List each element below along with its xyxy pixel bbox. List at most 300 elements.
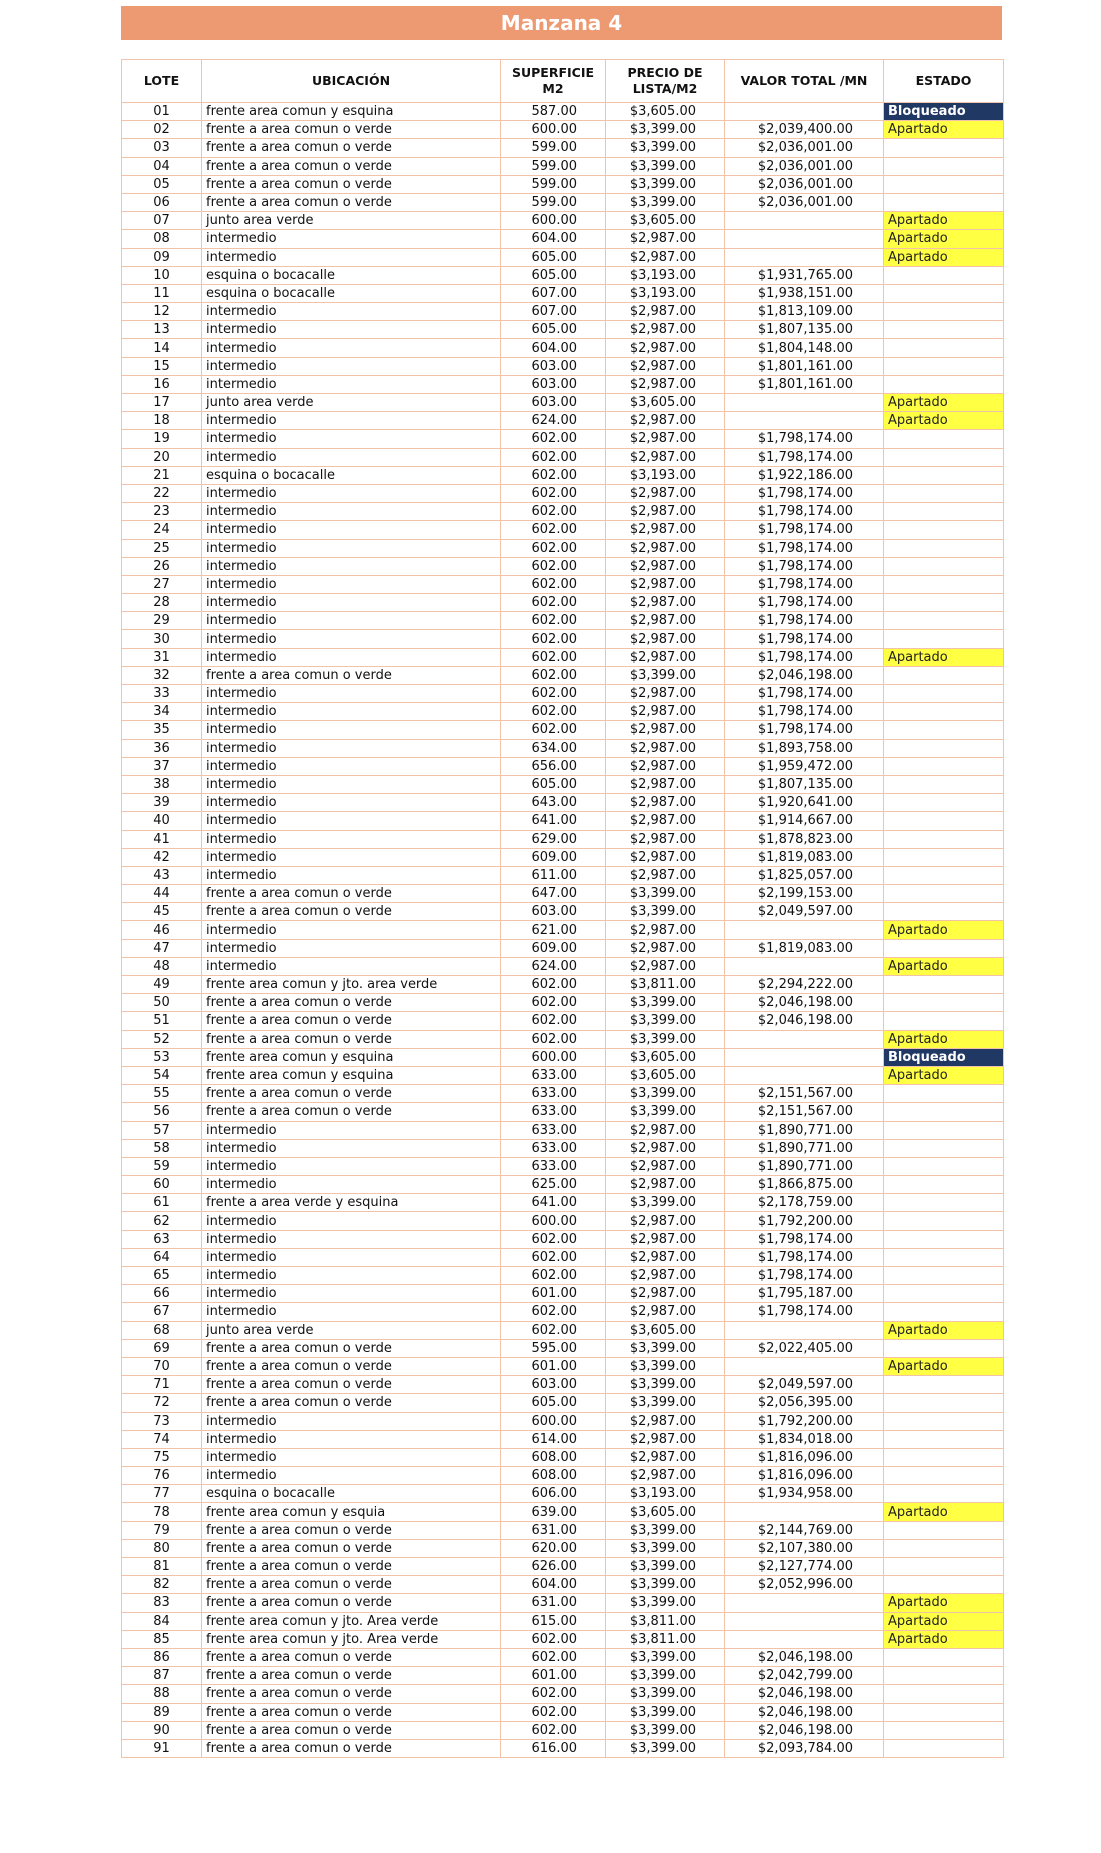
cell-superficie[interactable]: 602.00	[501, 430, 606, 448]
cell-estado[interactable]	[884, 1539, 1004, 1557]
cell-estado[interactable]	[884, 812, 1004, 830]
cell-estado[interactable]	[884, 375, 1004, 393]
cell-lote[interactable]: 59	[122, 1157, 202, 1175]
cell-valor-total[interactable]: $1,931,765.00	[725, 266, 884, 284]
cell-ubicacion[interactable]: intermedio	[202, 339, 501, 357]
cell-ubicacion[interactable]: intermedio	[202, 430, 501, 448]
cell-estado[interactable]: Apartado	[884, 648, 1004, 666]
cell-estado[interactable]	[884, 1648, 1004, 1666]
cell-valor-total[interactable]: $1,834,018.00	[725, 1430, 884, 1448]
cell-estado[interactable]: Apartado	[884, 248, 1004, 266]
cell-lote[interactable]: 41	[122, 830, 202, 848]
cell-lote[interactable]: 30	[122, 630, 202, 648]
cell-superficie[interactable]: 603.00	[501, 394, 606, 412]
cell-estado[interactable]	[884, 1176, 1004, 1194]
cell-lote[interactable]: 06	[122, 193, 202, 211]
cell-ubicacion[interactable]: intermedio	[202, 484, 501, 502]
cell-ubicacion[interactable]: intermedio	[202, 812, 501, 830]
cell-valor-total[interactable]	[725, 412, 884, 430]
cell-estado[interactable]	[884, 612, 1004, 630]
cell-ubicacion[interactable]: frente a area comun o verde	[202, 666, 501, 684]
cell-precio[interactable]: $3,399.00	[606, 157, 725, 175]
cell-precio[interactable]: $2,987.00	[606, 430, 725, 448]
cell-precio[interactable]: $2,987.00	[606, 921, 725, 939]
cell-estado[interactable]	[884, 1485, 1004, 1503]
cell-lote[interactable]: 37	[122, 757, 202, 775]
cell-ubicacion[interactable]: frente a area comun o verde	[202, 1539, 501, 1557]
cell-ubicacion[interactable]: intermedio	[202, 1121, 501, 1139]
cell-superficie[interactable]: 631.00	[501, 1594, 606, 1612]
cell-ubicacion[interactable]: esquina o bocacalle	[202, 1485, 501, 1503]
cell-estado[interactable]: Apartado	[884, 1357, 1004, 1375]
cell-precio[interactable]: $2,987.00	[606, 739, 725, 757]
cell-lote[interactable]: 40	[122, 812, 202, 830]
cell-superficie[interactable]: 602.00	[501, 557, 606, 575]
cell-superficie[interactable]: 602.00	[501, 539, 606, 557]
cell-superficie[interactable]: 603.00	[501, 357, 606, 375]
cell-superficie[interactable]: 629.00	[501, 830, 606, 848]
cell-precio[interactable]: $3,399.00	[606, 903, 725, 921]
cell-valor-total[interactable]: $1,792,200.00	[725, 1412, 884, 1430]
cell-precio[interactable]: $3,605.00	[606, 1503, 725, 1521]
cell-valor-total[interactable]: $2,294,222.00	[725, 976, 884, 994]
cell-precio[interactable]: $2,987.00	[606, 957, 725, 975]
cell-lote[interactable]: 52	[122, 1030, 202, 1048]
cell-ubicacion[interactable]: intermedio	[202, 575, 501, 593]
cell-valor-total[interactable]	[725, 103, 884, 121]
cell-estado[interactable]	[884, 1703, 1004, 1721]
cell-superficie[interactable]: 599.00	[501, 139, 606, 157]
cell-valor-total[interactable]: $1,798,174.00	[725, 430, 884, 448]
cell-superficie[interactable]: 600.00	[501, 1412, 606, 1430]
cell-precio[interactable]: $3,399.00	[606, 1721, 725, 1739]
cell-lote[interactable]: 05	[122, 175, 202, 193]
cell-ubicacion[interactable]: frente area comun y jto. Area verde	[202, 1630, 501, 1648]
cell-lote[interactable]: 24	[122, 521, 202, 539]
cell-lote[interactable]: 76	[122, 1467, 202, 1485]
cell-superficie[interactable]: 633.00	[501, 1085, 606, 1103]
cell-estado[interactable]	[884, 1685, 1004, 1703]
cell-ubicacion[interactable]: frente a area comun o verde	[202, 1721, 501, 1739]
cell-valor-total[interactable]: $1,798,174.00	[725, 612, 884, 630]
cell-precio[interactable]: $3,399.00	[606, 1667, 725, 1685]
cell-ubicacion[interactable]: intermedio	[202, 539, 501, 557]
cell-superficie[interactable]: 620.00	[501, 1539, 606, 1557]
cell-precio[interactable]: $3,605.00	[606, 1048, 725, 1066]
cell-valor-total[interactable]	[725, 1030, 884, 1048]
cell-ubicacion[interactable]: intermedio	[202, 248, 501, 266]
cell-estado[interactable]	[884, 175, 1004, 193]
cell-ubicacion[interactable]: frente a area comun o verde	[202, 1594, 501, 1612]
cell-ubicacion[interactable]: intermedio	[202, 412, 501, 430]
cell-estado[interactable]	[884, 630, 1004, 648]
cell-estado[interactable]	[884, 1248, 1004, 1266]
cell-valor-total[interactable]: $1,816,096.00	[725, 1467, 884, 1485]
cell-precio[interactable]: $3,399.00	[606, 1648, 725, 1666]
cell-valor-total[interactable]: $2,151,567.00	[725, 1103, 884, 1121]
cell-valor-total[interactable]: $2,022,405.00	[725, 1339, 884, 1357]
cell-lote[interactable]: 42	[122, 848, 202, 866]
cell-precio[interactable]: $2,987.00	[606, 503, 725, 521]
cell-lote[interactable]: 55	[122, 1085, 202, 1103]
cell-estado[interactable]	[884, 539, 1004, 557]
cell-estado[interactable]	[884, 685, 1004, 703]
cell-ubicacion[interactable]: intermedio	[202, 557, 501, 575]
cell-superficie[interactable]: 599.00	[501, 157, 606, 175]
cell-ubicacion[interactable]: frente a area comun o verde	[202, 1521, 501, 1539]
cell-lote[interactable]: 20	[122, 448, 202, 466]
cell-precio[interactable]: $2,987.00	[606, 1285, 725, 1303]
cell-valor-total[interactable]	[725, 394, 884, 412]
cell-superficie[interactable]: 643.00	[501, 794, 606, 812]
cell-precio[interactable]: $3,399.00	[606, 1357, 725, 1375]
cell-estado[interactable]: Apartado	[884, 1630, 1004, 1648]
cell-precio[interactable]: $2,987.00	[606, 757, 725, 775]
cell-precio[interactable]: $3,399.00	[606, 1030, 725, 1048]
cell-precio[interactable]: $3,811.00	[606, 1612, 725, 1630]
cell-precio[interactable]: $2,987.00	[606, 321, 725, 339]
cell-ubicacion[interactable]: intermedio	[202, 939, 501, 957]
cell-precio[interactable]: $3,193.00	[606, 1485, 725, 1503]
cell-estado[interactable]: Apartado	[884, 921, 1004, 939]
cell-ubicacion[interactable]: frente a area comun o verde	[202, 1085, 501, 1103]
cell-estado[interactable]	[884, 903, 1004, 921]
cell-lote[interactable]: 19	[122, 430, 202, 448]
cell-valor-total[interactable]: $2,046,198.00	[725, 666, 884, 684]
cell-superficie[interactable]: 602.00	[501, 1230, 606, 1248]
cell-valor-total[interactable]: $1,798,174.00	[725, 685, 884, 703]
cell-estado[interactable]	[884, 1448, 1004, 1466]
cell-ubicacion[interactable]: intermedio	[202, 1303, 501, 1321]
cell-valor-total[interactable]: $2,046,198.00	[725, 1012, 884, 1030]
cell-ubicacion[interactable]: intermedio	[202, 1176, 501, 1194]
cell-valor-total[interactable]: $2,036,001.00	[725, 175, 884, 193]
cell-estado[interactable]	[884, 1394, 1004, 1412]
cell-estado[interactable]: Apartado	[884, 1030, 1004, 1048]
cell-superficie[interactable]: 602.00	[501, 1012, 606, 1030]
cell-estado[interactable]	[884, 430, 1004, 448]
cell-ubicacion[interactable]: esquina o bocacalle	[202, 284, 501, 302]
cell-valor-total[interactable]: $1,798,174.00	[725, 721, 884, 739]
cell-lote[interactable]: 69	[122, 1339, 202, 1357]
cell-lote[interactable]: 74	[122, 1430, 202, 1448]
cell-estado[interactable]: Apartado	[884, 121, 1004, 139]
cell-superficie[interactable]: 624.00	[501, 412, 606, 430]
cell-ubicacion[interactable]: intermedio	[202, 1412, 501, 1430]
cell-ubicacion[interactable]: intermedio	[202, 630, 501, 648]
cell-precio[interactable]: $2,987.00	[606, 594, 725, 612]
cell-superficie[interactable]: 614.00	[501, 1430, 606, 1448]
cell-precio[interactable]: $3,399.00	[606, 1376, 725, 1394]
cell-ubicacion[interactable]: intermedio	[202, 1448, 501, 1466]
cell-lote[interactable]: 25	[122, 539, 202, 557]
cell-estado[interactable]	[884, 575, 1004, 593]
cell-valor-total[interactable]: $1,798,174.00	[725, 575, 884, 593]
cell-valor-total[interactable]	[725, 1066, 884, 1084]
cell-estado[interactable]	[884, 1521, 1004, 1539]
cell-ubicacion[interactable]: intermedio	[202, 757, 501, 775]
cell-lote[interactable]: 81	[122, 1558, 202, 1576]
cell-ubicacion[interactable]: intermedio	[202, 594, 501, 612]
cell-lote[interactable]: 62	[122, 1212, 202, 1230]
cell-lote[interactable]: 03	[122, 139, 202, 157]
header-superficie[interactable]: SUPERFICIE M2	[501, 60, 606, 103]
cell-estado[interactable]	[884, 1194, 1004, 1212]
cell-superficie[interactable]: 602.00	[501, 1703, 606, 1721]
cell-superficie[interactable]: 625.00	[501, 1176, 606, 1194]
cell-superficie[interactable]: 602.00	[501, 721, 606, 739]
cell-superficie[interactable]: 602.00	[501, 1030, 606, 1048]
cell-valor-total[interactable]: $2,151,567.00	[725, 1085, 884, 1103]
cell-superficie[interactable]: 600.00	[501, 212, 606, 230]
cell-precio[interactable]: $3,399.00	[606, 1739, 725, 1757]
cell-valor-total[interactable]: $2,144,769.00	[725, 1521, 884, 1539]
cell-valor-total[interactable]: $1,798,174.00	[725, 448, 884, 466]
cell-precio[interactable]: $3,605.00	[606, 1066, 725, 1084]
cell-superficie[interactable]: 600.00	[501, 121, 606, 139]
cell-valor-total[interactable]: $2,093,784.00	[725, 1739, 884, 1757]
cell-estado[interactable]	[884, 1012, 1004, 1030]
cell-lote[interactable]: 01	[122, 103, 202, 121]
cell-lote[interactable]: 36	[122, 739, 202, 757]
cell-ubicacion[interactable]: intermedio	[202, 1212, 501, 1230]
cell-superficie[interactable]: 602.00	[501, 685, 606, 703]
cell-estado[interactable]: Apartado	[884, 1321, 1004, 1339]
cell-ubicacion[interactable]: frente a area comun o verde	[202, 139, 501, 157]
cell-estado[interactable]	[884, 775, 1004, 793]
cell-precio[interactable]: $2,987.00	[606, 484, 725, 502]
cell-superficie[interactable]: 633.00	[501, 1157, 606, 1175]
cell-superficie[interactable]: 602.00	[501, 1321, 606, 1339]
cell-estado[interactable]	[884, 1667, 1004, 1685]
cell-valor-total[interactable]: $1,792,200.00	[725, 1212, 884, 1230]
cell-ubicacion[interactable]: frente a area comun o verde	[202, 1394, 501, 1412]
cell-superficie[interactable]: 624.00	[501, 957, 606, 975]
cell-ubicacion[interactable]: intermedio	[202, 1139, 501, 1157]
cell-superficie[interactable]: 607.00	[501, 303, 606, 321]
cell-precio[interactable]: $2,987.00	[606, 557, 725, 575]
cell-lote[interactable]: 51	[122, 1012, 202, 1030]
cell-ubicacion[interactable]: frente area comun y jto. area verde	[202, 976, 501, 994]
cell-lote[interactable]: 60	[122, 1176, 202, 1194]
cell-precio[interactable]: $3,193.00	[606, 284, 725, 302]
cell-superficie[interactable]: 602.00	[501, 1267, 606, 1285]
cell-superficie[interactable]: 600.00	[501, 1048, 606, 1066]
cell-estado[interactable]: Apartado	[884, 957, 1004, 975]
cell-lote[interactable]: 61	[122, 1194, 202, 1212]
cell-lote[interactable]: 77	[122, 1485, 202, 1503]
cell-lote[interactable]: 86	[122, 1648, 202, 1666]
cell-lote[interactable]: 84	[122, 1612, 202, 1630]
cell-valor-total[interactable]	[725, 1321, 884, 1339]
cell-valor-total[interactable]: $2,046,198.00	[725, 1648, 884, 1666]
cell-ubicacion[interactable]: intermedio	[202, 794, 501, 812]
cell-valor-total[interactable]	[725, 1357, 884, 1375]
cell-ubicacion[interactable]: intermedio	[202, 775, 501, 793]
cell-ubicacion[interactable]: intermedio	[202, 703, 501, 721]
cell-valor-total[interactable]: $1,798,174.00	[725, 1303, 884, 1321]
cell-lote[interactable]: 63	[122, 1230, 202, 1248]
cell-valor-total[interactable]: $1,798,174.00	[725, 1230, 884, 1248]
cell-ubicacion[interactable]: frente a area comun o verde	[202, 1685, 501, 1703]
cell-precio[interactable]: $3,399.00	[606, 1339, 725, 1357]
cell-precio[interactable]: $3,399.00	[606, 1103, 725, 1121]
cell-valor-total[interactable]	[725, 1048, 884, 1066]
cell-ubicacion[interactable]: frente a area comun o verde	[202, 1739, 501, 1757]
cell-superficie[interactable]: 604.00	[501, 230, 606, 248]
cell-superficie[interactable]: 639.00	[501, 1503, 606, 1521]
cell-lote[interactable]: 28	[122, 594, 202, 612]
cell-superficie[interactable]: 621.00	[501, 921, 606, 939]
cell-ubicacion[interactable]: intermedio	[202, 1430, 501, 1448]
cell-valor-total[interactable]: $1,890,771.00	[725, 1121, 884, 1139]
cell-precio[interactable]: $3,399.00	[606, 1703, 725, 1721]
cell-estado[interactable]	[884, 284, 1004, 302]
cell-precio[interactable]: $2,987.00	[606, 1448, 725, 1466]
cell-valor-total[interactable]: $2,052,996.00	[725, 1576, 884, 1594]
cell-ubicacion[interactable]: junto area verde	[202, 212, 501, 230]
cell-superficie[interactable]: 602.00	[501, 612, 606, 630]
cell-valor-total[interactable]: $2,199,153.00	[725, 885, 884, 903]
cell-superficie[interactable]: 602.00	[501, 994, 606, 1012]
cell-ubicacion[interactable]: junto area verde	[202, 1321, 501, 1339]
cell-estado[interactable]	[884, 1412, 1004, 1430]
cell-precio[interactable]: $2,987.00	[606, 866, 725, 884]
cell-ubicacion[interactable]: intermedio	[202, 1248, 501, 1266]
cell-precio[interactable]: $2,987.00	[606, 775, 725, 793]
cell-valor-total[interactable]: $1,819,083.00	[725, 848, 884, 866]
cell-superficie[interactable]: 611.00	[501, 866, 606, 884]
cell-ubicacion[interactable]: frente a area comun o verde	[202, 885, 501, 903]
cell-lote[interactable]: 11	[122, 284, 202, 302]
cell-precio[interactable]: $3,399.00	[606, 885, 725, 903]
cell-valor-total[interactable]: $2,042,799.00	[725, 1667, 884, 1685]
cell-superficie[interactable]: 602.00	[501, 1630, 606, 1648]
cell-precio[interactable]: $2,987.00	[606, 303, 725, 321]
cell-precio[interactable]: $3,399.00	[606, 175, 725, 193]
cell-estado[interactable]	[884, 1303, 1004, 1321]
cell-valor-total[interactable]	[725, 1594, 884, 1612]
cell-lote[interactable]: 35	[122, 721, 202, 739]
cell-precio[interactable]: $3,811.00	[606, 1630, 725, 1648]
cell-superficie[interactable]: 603.00	[501, 1376, 606, 1394]
cell-valor-total[interactable]: $1,813,109.00	[725, 303, 884, 321]
cell-ubicacion[interactable]: frente a area comun o verde	[202, 1667, 501, 1685]
cell-ubicacion[interactable]: frente a area comun o verde	[202, 1357, 501, 1375]
cell-superficie[interactable]: 604.00	[501, 1576, 606, 1594]
cell-estado[interactable]	[884, 885, 1004, 903]
cell-superficie[interactable]: 605.00	[501, 266, 606, 284]
cell-superficie[interactable]: 633.00	[501, 1103, 606, 1121]
cell-superficie[interactable]: 633.00	[501, 1139, 606, 1157]
cell-superficie[interactable]: 602.00	[501, 666, 606, 684]
cell-lote[interactable]: 10	[122, 266, 202, 284]
cell-valor-total[interactable]: $2,049,597.00	[725, 903, 884, 921]
cell-estado[interactable]	[884, 484, 1004, 502]
cell-precio[interactable]: $3,399.00	[606, 1194, 725, 1212]
cell-ubicacion[interactable]: frente a area comun o verde	[202, 1376, 501, 1394]
cell-lote[interactable]: 78	[122, 1503, 202, 1521]
cell-precio[interactable]: $3,811.00	[606, 976, 725, 994]
cell-valor-total[interactable]	[725, 1612, 884, 1630]
cell-valor-total[interactable]: $1,798,174.00	[725, 594, 884, 612]
cell-estado[interactable]	[884, 448, 1004, 466]
cell-superficie[interactable]: 602.00	[501, 521, 606, 539]
cell-estado[interactable]	[884, 1103, 1004, 1121]
cell-superficie[interactable]: 604.00	[501, 339, 606, 357]
cell-precio[interactable]: $3,399.00	[606, 1012, 725, 1030]
cell-valor-total[interactable]: $1,798,174.00	[725, 1267, 884, 1285]
cell-lote[interactable]: 39	[122, 794, 202, 812]
cell-superficie[interactable]: 602.00	[501, 484, 606, 502]
cell-precio[interactable]: $2,987.00	[606, 612, 725, 630]
cell-superficie[interactable]: 641.00	[501, 1194, 606, 1212]
cell-precio[interactable]: $3,399.00	[606, 1576, 725, 1594]
cell-superficie[interactable]: 633.00	[501, 1121, 606, 1139]
cell-estado[interactable]	[884, 1157, 1004, 1175]
cell-estado[interactable]	[884, 939, 1004, 957]
cell-precio[interactable]: $2,987.00	[606, 339, 725, 357]
cell-superficie[interactable]: 609.00	[501, 848, 606, 866]
cell-valor-total[interactable]: $1,890,771.00	[725, 1157, 884, 1175]
cell-valor-total[interactable]: $1,798,174.00	[725, 703, 884, 721]
cell-ubicacion[interactable]: frente a area comun o verde	[202, 1558, 501, 1576]
cell-lote[interactable]: 33	[122, 685, 202, 703]
cell-estado[interactable]	[884, 357, 1004, 375]
cell-valor-total[interactable]: $1,804,148.00	[725, 339, 884, 357]
cell-lote[interactable]: 47	[122, 939, 202, 957]
cell-estado[interactable]	[884, 503, 1004, 521]
cell-precio[interactable]: $2,987.00	[606, 575, 725, 593]
cell-lote[interactable]: 71	[122, 1376, 202, 1394]
cell-estado[interactable]: Bloqueado	[884, 1048, 1004, 1066]
cell-estado[interactable]	[884, 321, 1004, 339]
cell-ubicacion[interactable]: intermedio	[202, 375, 501, 393]
cell-ubicacion[interactable]: intermedio	[202, 685, 501, 703]
cell-lote[interactable]: 43	[122, 866, 202, 884]
cell-precio[interactable]: $2,987.00	[606, 939, 725, 957]
cell-valor-total[interactable]: $1,959,472.00	[725, 757, 884, 775]
cell-lote[interactable]: 14	[122, 339, 202, 357]
cell-superficie[interactable]: 587.00	[501, 103, 606, 121]
cell-estado[interactable]	[884, 193, 1004, 211]
cell-superficie[interactable]: 603.00	[501, 375, 606, 393]
cell-ubicacion[interactable]: intermedio	[202, 1267, 501, 1285]
cell-estado[interactable]	[884, 866, 1004, 884]
cell-estado[interactable]	[884, 339, 1004, 357]
cell-estado[interactable]	[884, 757, 1004, 775]
cell-ubicacion[interactable]: junto area verde	[202, 394, 501, 412]
cell-superficie[interactable]: 602.00	[501, 630, 606, 648]
cell-ubicacion[interactable]: intermedio	[202, 957, 501, 975]
cell-lote[interactable]: 34	[122, 703, 202, 721]
cell-precio[interactable]: $2,987.00	[606, 357, 725, 375]
cell-valor-total[interactable]: $2,046,198.00	[725, 994, 884, 1012]
cell-superficie[interactable]: 601.00	[501, 1667, 606, 1685]
header-estado[interactable]: ESTADO	[884, 60, 1004, 103]
cell-precio[interactable]: $3,193.00	[606, 466, 725, 484]
cell-valor-total[interactable]: $1,798,174.00	[725, 648, 884, 666]
cell-precio[interactable]: $2,987.00	[606, 794, 725, 812]
header-valor-total[interactable]: VALOR TOTAL /MN	[725, 60, 884, 103]
cell-precio[interactable]: $3,605.00	[606, 103, 725, 121]
cell-superficie[interactable]: 602.00	[501, 575, 606, 593]
cell-valor-total[interactable]: $1,798,174.00	[725, 539, 884, 557]
cell-lote[interactable]: 17	[122, 394, 202, 412]
cell-ubicacion[interactable]: intermedio	[202, 830, 501, 848]
cell-estado[interactable]	[884, 1285, 1004, 1303]
cell-lote[interactable]: 67	[122, 1303, 202, 1321]
